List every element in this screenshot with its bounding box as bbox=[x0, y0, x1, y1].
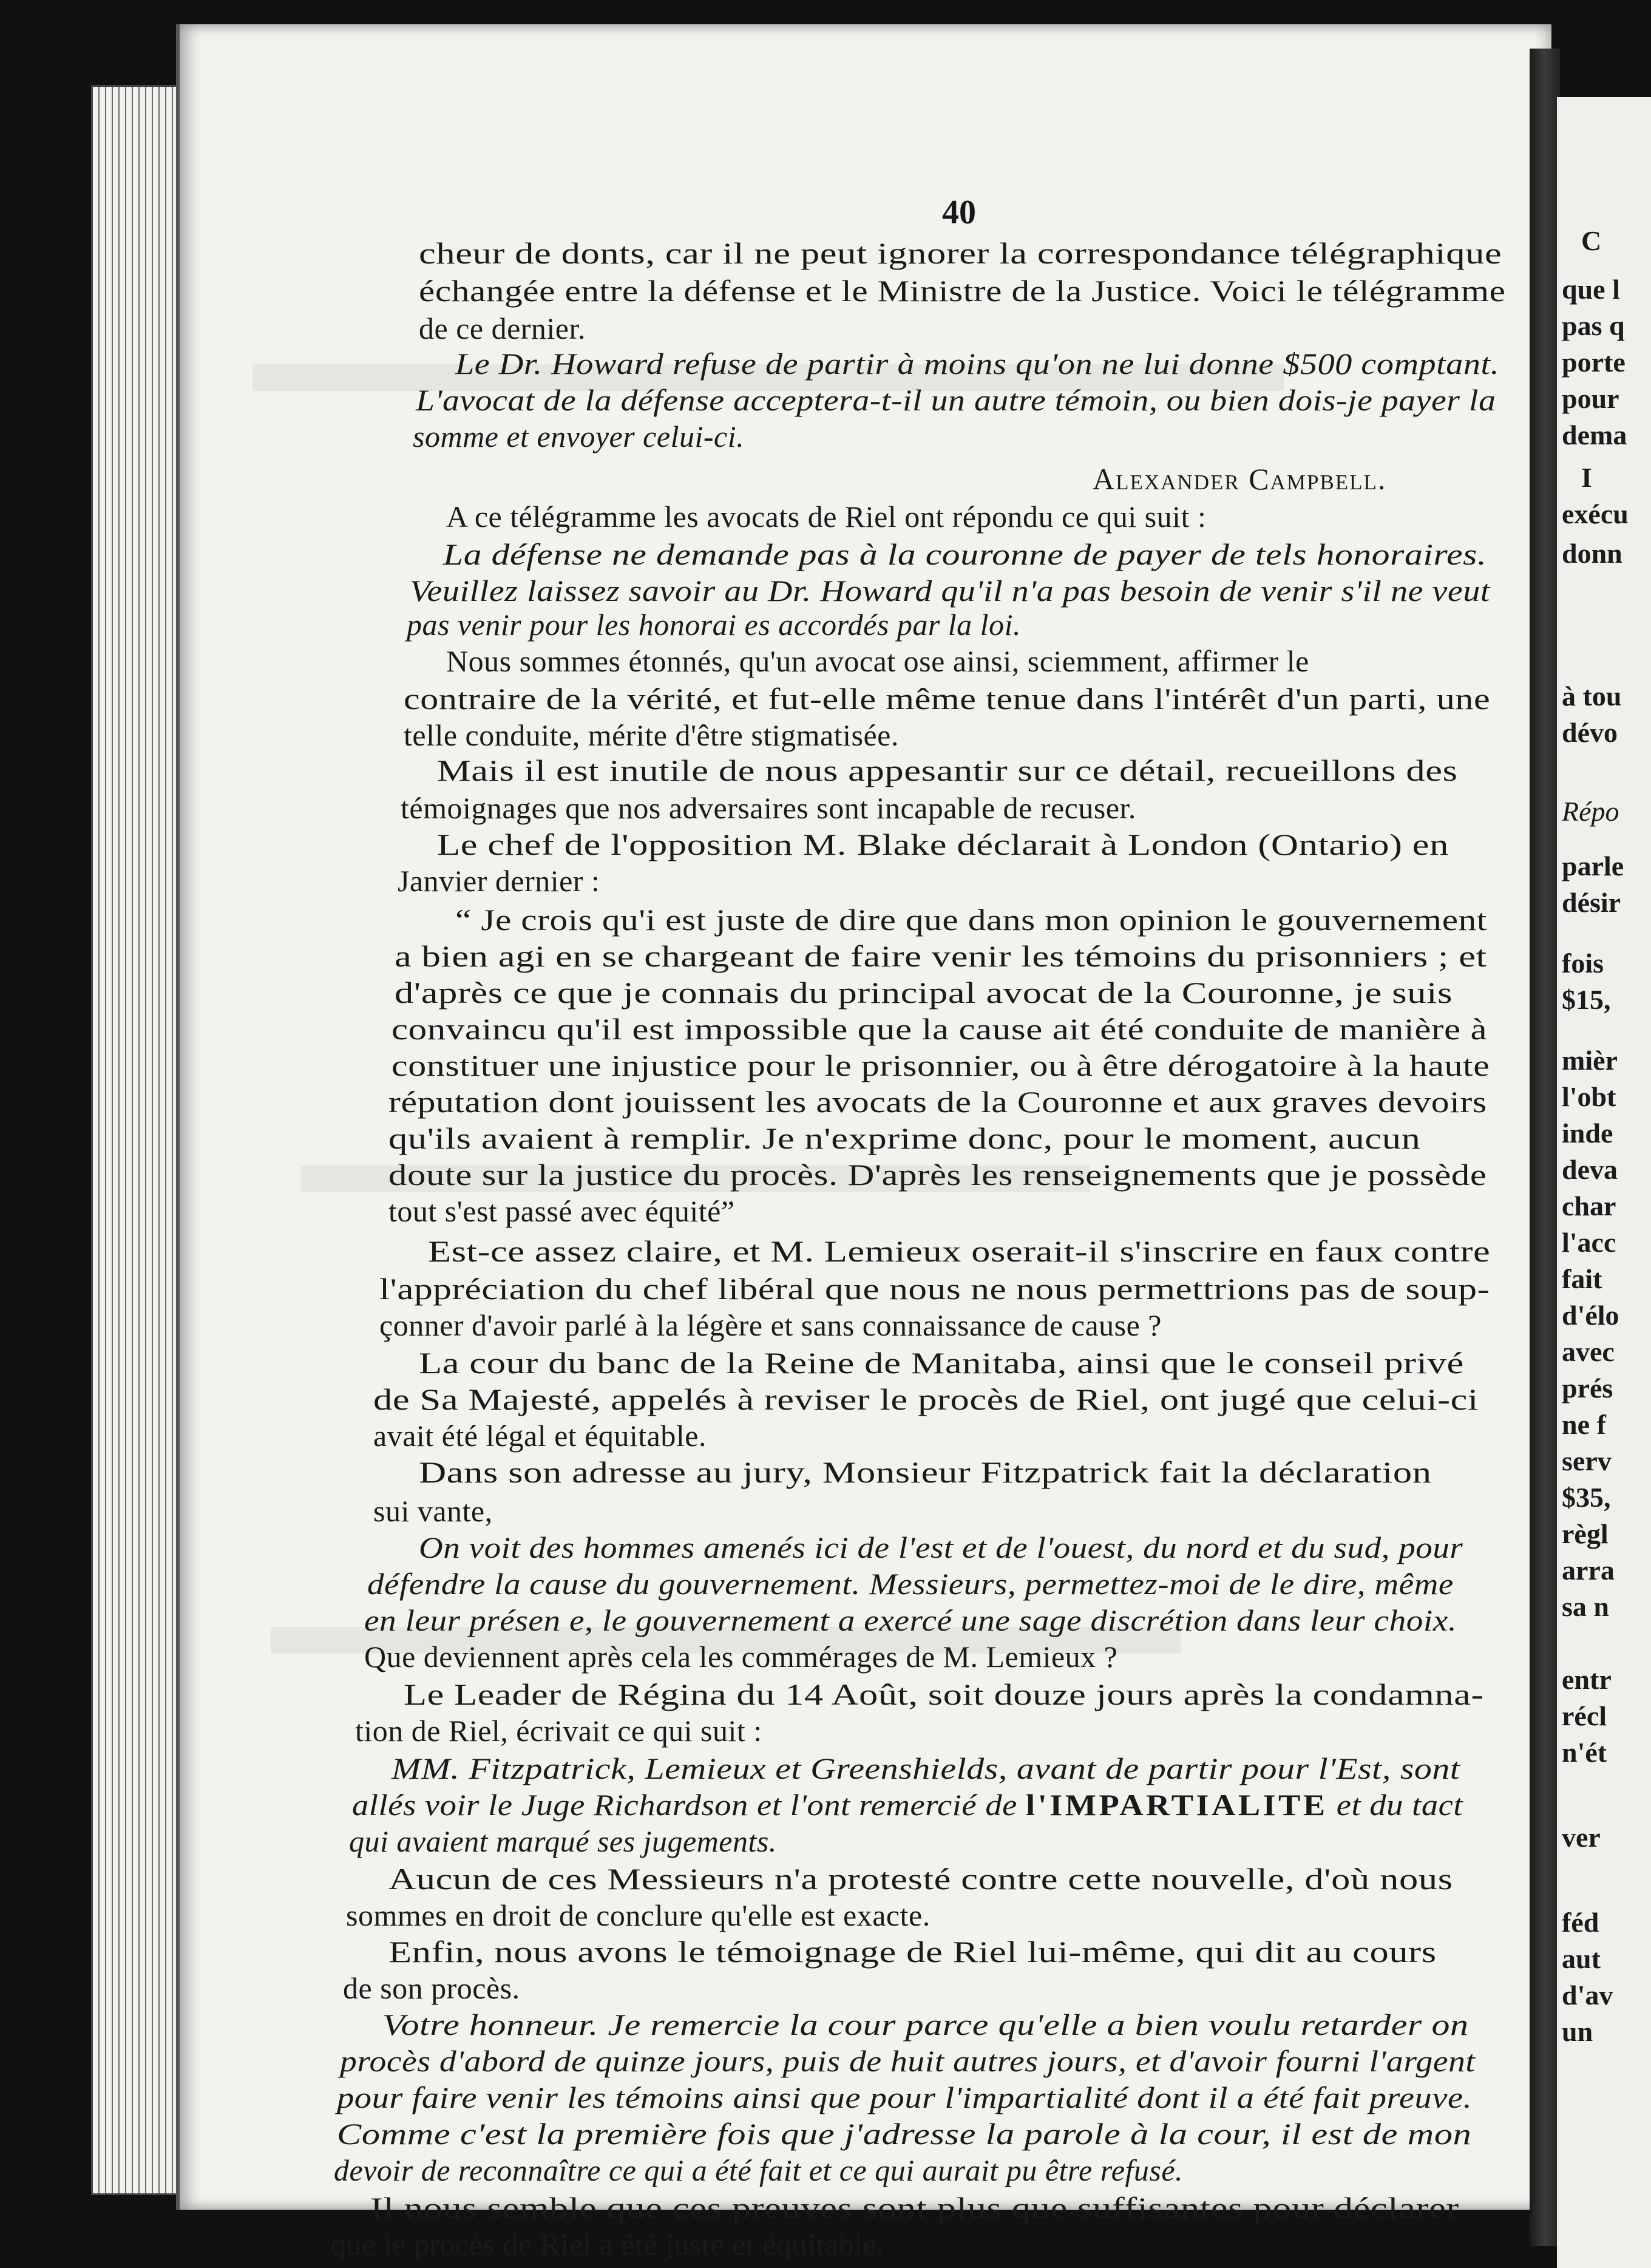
next-page-fragment: C bbox=[1581, 225, 1602, 256]
next-page-fragment: entr bbox=[1562, 1664, 1612, 1695]
next-page-fragment: règl bbox=[1562, 1518, 1609, 1549]
next-page-fragment: aut bbox=[1562, 1943, 1601, 1974]
next-page-fragment: mièr bbox=[1562, 1045, 1618, 1076]
text-line: Janvier dernier : bbox=[398, 864, 600, 898]
text-segment: allés voir le Juge Richardson et l'ont remercié de bbox=[352, 1788, 1026, 1822]
text-line: La cour du banc de la Reine de Manitaba, ainsi que le conseil privé bbox=[419, 1346, 1464, 1380]
text-line: Nous sommes étonnés, qu'un avocat ose ainsi, sciemment, affirmer le bbox=[446, 644, 1309, 678]
next-page-fragment: ne f bbox=[1562, 1409, 1606, 1440]
text-line: de ce dernier. bbox=[419, 311, 586, 345]
text-line: convaincu qu'il est impossible que la cause ait été conduite de manière à bbox=[392, 1012, 1488, 1046]
next-page-fragment: serv bbox=[1562, 1445, 1612, 1476]
text-line: pas venir pour les honorai es accordés par la loi. bbox=[407, 608, 1021, 642]
text-line: avait été légal et équitable. bbox=[373, 1419, 707, 1453]
next-page-fragment: inde bbox=[1562, 1118, 1613, 1149]
text-line: L'avocat de la défense accepterа-t-il un autre témoin, ou bien dois-je payer la bbox=[416, 383, 1496, 417]
text-line: somme et envoyer celui-ci. bbox=[413, 419, 745, 453]
next-page-fragment: que l bbox=[1562, 274, 1620, 305]
text-line: sui vante, bbox=[373, 1494, 493, 1528]
next-page-fragment: fait bbox=[1562, 1263, 1602, 1294]
text-line: échangée entre la défense et le Ministre de la Justice. Voici le télégramme bbox=[419, 274, 1506, 308]
text-line: a bien agi en se chargeant de faire venir les témoins du prisonniers ; et bbox=[395, 939, 1487, 973]
text-line: cheur de donts, car il ne peut ignorer la correspondance télégraphique bbox=[419, 236, 1502, 270]
text-line: A ce télégramme les avocats de Riel ont répondu ce qui suit : bbox=[446, 500, 1207, 534]
next-page-fragment: n'ét bbox=[1562, 1737, 1607, 1768]
text-line: tout s'est passé avec équité” bbox=[388, 1194, 735, 1228]
page-number: 40 bbox=[942, 194, 976, 231]
text-line: de Sa Majesté, appelés à reviser le procès de Riel, ont jugé que celui-ci bbox=[373, 1382, 1479, 1416]
next-page-fragment: à tou bbox=[1562, 681, 1622, 711]
next-page-fragment: arra bbox=[1562, 1555, 1615, 1586]
text-line: Enfin, nous avons le témoignage de Riel lui-même, qui dit au cours bbox=[388, 1935, 1437, 1969]
text-line: Mais il est inutile de nous appesantir sur ce détail, recueillons des bbox=[437, 753, 1458, 787]
text-segment: et du tact bbox=[1327, 1788, 1463, 1822]
next-page-fragment: récl bbox=[1562, 1700, 1607, 1731]
next-page-fragment: porte bbox=[1562, 347, 1626, 378]
text-line: Aucun de ces Messieurs n'a protesté contre cette nouvelle, d'où nous bbox=[388, 1862, 1453, 1896]
next-page-edge bbox=[1557, 97, 1651, 2268]
next-page-fragment: sa n bbox=[1562, 1591, 1609, 1622]
text-line: d'après ce que je connais du principal avocat de la Couronne, je suis bbox=[395, 976, 1453, 1010]
text-line: constituer une injustice pour le prisonnier, ou à être dérogatoire à la haute bbox=[392, 1048, 1490, 1082]
next-page-fragment: l'obt bbox=[1562, 1081, 1616, 1112]
next-page-fragment: pas q bbox=[1562, 310, 1625, 341]
text-line: Est-ce assez claire, et M. Lemieux oserait-il s'inscrire en faux contre bbox=[428, 1234, 1491, 1268]
text-line: l'appréciation du chef libéral que nous ne nous permettrions pas de soup- bbox=[379, 1272, 1490, 1306]
next-page-fragment: ver bbox=[1562, 1822, 1601, 1853]
text-line: çonner d'avoir parlé à la légère et sans connaissance de cause ? bbox=[379, 1308, 1162, 1342]
next-page-fragment: parle bbox=[1562, 850, 1624, 881]
next-page-fragment: deva bbox=[1562, 1154, 1618, 1185]
text-line: “ Je crois qu'i est juste de dire que dans mon opinion le gouvernement bbox=[455, 903, 1487, 937]
next-page-fragment: dévo bbox=[1562, 717, 1618, 748]
text-line: qui avaient marqué ses jugements. bbox=[349, 1824, 777, 1858]
signature-line: Alexander Campbell. bbox=[1093, 462, 1387, 496]
text-line: Le Leader de Régina du 14 Août, soit douze jours après la condamna- bbox=[404, 1677, 1484, 1711]
next-page-fragment: donn bbox=[1562, 538, 1622, 569]
text-line: Veuillez laissez savoir au Dr. Howard qu'il n'a pas besoin de venir s'il ne veut bbox=[410, 574, 1490, 608]
next-page-fragment: pour bbox=[1562, 383, 1619, 414]
text-line: tion de Riel, écrivait ce qui suit : bbox=[355, 1714, 762, 1748]
next-page-fragment: $15, bbox=[1562, 984, 1611, 1015]
text-line: On voit des hommes amenés ici de l'est et de l'ouest, du nord et du sud, pour bbox=[419, 1530, 1463, 1564]
text-line: Le chef de l'opposition M. Blake déclarait à London (Ontario) en bbox=[437, 827, 1449, 861]
text-line: procès d'abord de quinze jours, puis de huit autres jours, et d'avoir fourni l'argent bbox=[340, 2044, 1476, 2078]
text-line: Que deviennent après cela les commérages de M. Lemieux ? bbox=[364, 1640, 1118, 1674]
text-line: devoir de reconnaître ce qui a été fait et ce qui aurait pu être refusé. bbox=[334, 2153, 1184, 2187]
text-line: Votre honneur. Je remercie la cour parce qu'elle a bien voulu retarder on bbox=[382, 2008, 1469, 2042]
text-line: pour faire venir les témoins ainsi que pour l'impartialité dont il a été fait preuve. bbox=[337, 2080, 1473, 2114]
next-page-fragment: $35, bbox=[1562, 1482, 1611, 1513]
text-line: Comme c'est la première fois que j'adresse la parole à la cour, il est de mon bbox=[337, 2117, 1472, 2151]
text-line: sommes en droit de conclure qu'elle est exacte. bbox=[346, 1898, 931, 1932]
text-line: défendre la cause du gouvernement. Messieurs, permettez-moi de le dire, même bbox=[367, 1567, 1454, 1601]
text-line: contraire de la vérité, et fut-elle même tenue dans l'intérêt d'un parti, une bbox=[404, 682, 1491, 716]
text-line: Dans son adresse au jury, Monsieur Fitzpatrick fait la déclaration bbox=[419, 1455, 1432, 1489]
text-line: MM. Fitzpatrick, Lemieux et Greenshields, avant de partir pour l'Est, sont bbox=[392, 1751, 1460, 1785]
text-line: de son procès. bbox=[343, 1971, 520, 2005]
text-line bbox=[352, 1787, 1463, 1822]
emphasis-caps: l'IMPARTIALITE bbox=[1026, 1788, 1328, 1822]
next-page-fragment: exécu bbox=[1562, 498, 1629, 529]
text-line: Il nous semble que ces preuves sont plus que suffisantes pour déclarer bbox=[370, 2191, 1459, 2225]
next-page-fragment: dema bbox=[1562, 419, 1627, 450]
next-page-fragment: un bbox=[1562, 2016, 1593, 2047]
book-gutter bbox=[1530, 49, 1560, 2246]
text-line: telle conduite, mérite d'être stigmatisée. bbox=[404, 718, 899, 752]
text-line: La défense ne demande pas à la couronne de payer de tels honoraires. bbox=[443, 537, 1487, 571]
next-page-fragment: féd bbox=[1562, 1907, 1599, 1938]
text-line: Le Dr. Howard refuse de partir à moins qu'on ne lui donne $500 comptant. bbox=[455, 347, 1500, 381]
next-page-fragment: d'av bbox=[1562, 1980, 1613, 2011]
next-page-fragment: fois bbox=[1562, 948, 1604, 979]
text-line: témoignages que nos adversaires sont incapable de recuser. bbox=[401, 791, 1136, 825]
next-page-fragment: I bbox=[1581, 462, 1592, 493]
text-line: doute sur la justice du procès. D'après les renseignements que je possède bbox=[388, 1158, 1487, 1192]
next-page-fragment: désir bbox=[1562, 887, 1621, 918]
text-line: que le procès de Riel a été juste et équitable. bbox=[331, 2227, 885, 2261]
next-page-fragment: prés bbox=[1562, 1373, 1613, 1404]
next-page-fragment: d'élo bbox=[1562, 1300, 1619, 1331]
next-page-fragment: Répo bbox=[1562, 796, 1619, 827]
text-line: réputation dont jouissent les avocats de la Couronne et aux graves devoirs bbox=[388, 1085, 1487, 1119]
next-page-fragment: avec bbox=[1562, 1336, 1615, 1367]
text-line: qu'ils avaient à remplir. Je n'exprime donc, pour le moment, aucun bbox=[388, 1121, 1421, 1155]
text-line: en leur présen e, le gouvernement a exercé une sage discrétion dans leur choix. bbox=[364, 1603, 1457, 1637]
next-page-fragment: l'acc bbox=[1562, 1227, 1616, 1258]
next-page-fragment: char bbox=[1562, 1190, 1616, 1221]
